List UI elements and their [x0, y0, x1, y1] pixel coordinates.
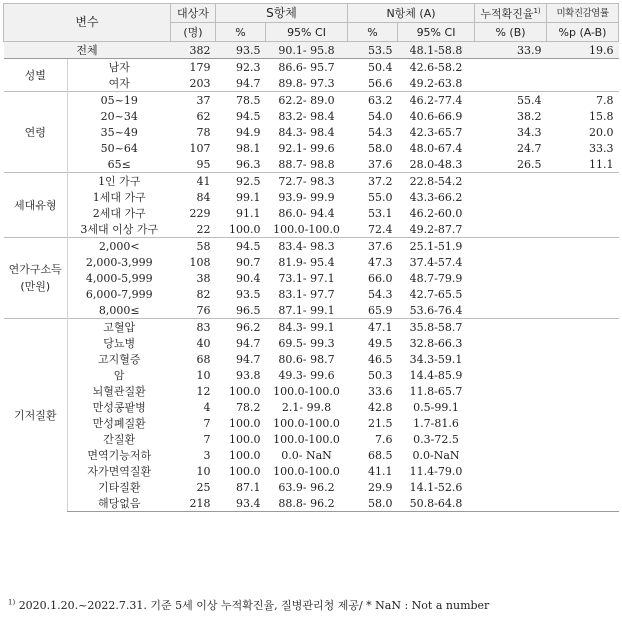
cell-s-ci: 63.9- 96.2 — [278, 480, 335, 494]
cell-cumulative: 34.3 — [517, 125, 542, 139]
cell-unconfirmed — [547, 286, 619, 302]
total-n-pct: 53.5 — [348, 42, 398, 59]
cell-unconfirmed — [547, 351, 619, 367]
group-label: 연령 — [4, 92, 68, 173]
cell-subjects: 78 — [196, 125, 211, 139]
cell-n-pct: 68.5 — [368, 448, 393, 462]
footnote-sup: 1) — [8, 598, 16, 607]
row-label: 간질환 — [68, 431, 171, 447]
row-label: 여자 — [68, 75, 171, 92]
cell-subjects: 41 — [171, 173, 216, 190]
row-label: 1세대 가구 — [68, 189, 171, 205]
table-row — [4, 463, 619, 479]
cell-subjects: 58 — [171, 238, 216, 255]
cell-cumulative — [475, 319, 547, 336]
cell-n-ci: 50.8-64.8 — [398, 495, 475, 512]
table-row — [4, 351, 619, 367]
cell-unconfirmed — [547, 221, 619, 238]
footnote-text: 2020.1.20.~2022.7.31. 기준 5세 이상 누적확진율, 질병관리청 제공/ * NaN : Not a number — [18, 599, 490, 612]
cell-s-ci: 49.3- 99.6 — [278, 368, 335, 382]
cell-n-pct: 37.2 — [348, 173, 398, 190]
cell-n-pct: 7.6 — [375, 432, 393, 446]
cell-unconfirmed — [547, 302, 619, 319]
cell-n-pct: 54.3 — [368, 125, 393, 139]
cell-subjects: 95 — [196, 157, 211, 171]
table-row — [4, 479, 619, 495]
table-row — [4, 238, 619, 255]
cell-n-pct: 21.5 — [368, 416, 393, 430]
cell-unconfirmed — [547, 75, 619, 92]
cell-s-pct: 78.5 — [216, 92, 266, 109]
cell-unconfirmed — [547, 270, 619, 286]
cell-unconfirmed — [547, 254, 619, 270]
cell-s-pct: 100.0 — [229, 384, 261, 398]
cell-unconfirmed — [547, 319, 619, 336]
cell-subjects: 4 — [203, 400, 211, 414]
cell-cumulative: 26.5 — [517, 157, 542, 171]
table-row — [4, 270, 619, 286]
cell-cumulative — [475, 431, 547, 447]
table-row — [4, 59, 619, 76]
cell-subjects: 82 — [196, 287, 211, 301]
header-subjects: 대상자 — [171, 4, 216, 23]
cell-s-pct: 91.1 — [236, 206, 261, 220]
cell-unconfirmed: 15.8 — [589, 109, 614, 123]
cell-s-pct: 96.2 — [216, 319, 266, 336]
row-label: 암 — [68, 367, 171, 383]
cell-n-ci: 35.8-58.7 — [398, 319, 475, 336]
cell-s-pct: 78.2 — [236, 400, 261, 414]
cell-s-pct: 98.1 — [236, 141, 261, 155]
cell-s-pct: 94.5 — [216, 238, 266, 255]
cell-unconfirmed: 7.8 — [547, 92, 619, 109]
cell-cumulative — [475, 221, 547, 238]
row-label: 자가면역질환 — [68, 463, 171, 479]
cell-n-ci: 0.0-NaN — [412, 448, 460, 462]
cell-s-ci: 87.1- 99.1 — [278, 303, 335, 317]
cell-subjects: 108 — [189, 255, 211, 269]
cell-subjects: 25 — [196, 480, 211, 494]
cell-n-pct: 41.1 — [368, 464, 393, 478]
cell-s-ci: 83.2- 98.4 — [278, 109, 335, 123]
cell-n-ci: 48.7-79.9 — [409, 271, 463, 285]
table-row — [4, 302, 619, 319]
row-label: 고혈압 — [68, 319, 171, 336]
header-cumulative-sup: 1) — [533, 7, 541, 16]
cell-cumulative — [475, 479, 547, 495]
cell-n-pct: 66.0 — [368, 271, 393, 285]
table-row — [4, 108, 619, 124]
cell-s-pct: 100.0 — [229, 222, 261, 236]
cell-n-ci: 37.4-57.4 — [409, 255, 463, 269]
cell-cumulative: 38.2 — [517, 109, 542, 123]
row-label: 3세대 이상 가구 — [68, 221, 171, 238]
table-row — [4, 173, 619, 190]
table-row — [4, 495, 619, 512]
cell-cumulative — [475, 59, 547, 76]
cell-unconfirmed — [547, 495, 619, 512]
cell-s-pct: 100.0 — [229, 448, 261, 462]
cell-n-ci: 25.1-51.9 — [398, 238, 475, 255]
cell-s-pct: 100.0 — [229, 416, 261, 430]
cell-unconfirmed — [547, 238, 619, 255]
table-row — [4, 124, 619, 140]
table-row — [4, 447, 619, 463]
cell-s-ci: 72.7- 98.3 — [266, 173, 348, 190]
cell-unconfirmed — [547, 367, 619, 383]
cell-n-ci: 42.6-58.2 — [398, 59, 475, 76]
cell-s-pct: 87.1 — [236, 480, 261, 494]
cell-subjects: 37 — [171, 92, 216, 109]
cell-s-ci: 69.5- 99.3 — [278, 336, 335, 350]
cell-s-ci: 81.9- 95.4 — [278, 255, 335, 269]
row-label: 05~19 — [68, 92, 171, 109]
cell-n-ci: 53.6-76.4 — [409, 303, 463, 317]
row-label: 4,000-5,999 — [68, 270, 171, 286]
cell-s-pct: 96.5 — [236, 303, 261, 317]
cell-s-pct: 90.4 — [236, 271, 261, 285]
cell-n-ci: 22.8-54.2 — [398, 173, 475, 190]
cell-unconfirmed — [547, 59, 619, 76]
cell-unconfirmed — [547, 399, 619, 415]
row-label: 만성폐질환 — [68, 415, 171, 431]
cell-s-ci: 88.8- 96.2 — [266, 495, 348, 512]
cell-unconfirmed — [547, 447, 619, 463]
table-row — [4, 189, 619, 205]
cell-s-ci: 89.8- 97.3 — [278, 76, 335, 90]
cell-subjects: 203 — [189, 76, 211, 90]
cell-n-pct: 37.6 — [368, 157, 393, 171]
cell-unconfirmed: 11.1 — [589, 157, 614, 171]
cell-n-ci: 34.3-59.1 — [409, 352, 463, 366]
cell-subjects: 12 — [196, 384, 211, 398]
cell-subjects: 38 — [196, 271, 211, 285]
cell-cumulative — [475, 383, 547, 399]
table-row — [4, 415, 619, 431]
cell-cumulative — [475, 254, 547, 270]
row-label: 남자 — [68, 59, 171, 76]
cell-cumulative — [475, 399, 547, 415]
table-row-total — [4, 42, 619, 59]
cell-s-pct: 93.8 — [236, 368, 261, 382]
cell-subjects: 10 — [196, 464, 211, 478]
cell-s-pct: 94.7 — [236, 76, 261, 90]
header-n-ci: 95% CI — [398, 23, 475, 42]
total-label: 전체 — [4, 42, 171, 59]
cell-n-pct: 47.1 — [348, 319, 398, 336]
cell-n-pct: 29.9 — [368, 480, 393, 494]
cell-s-ci: 92.1- 99.6 — [278, 141, 335, 155]
row-label: 2,000-3,999 — [68, 254, 171, 270]
header-s-pct: % — [216, 23, 266, 42]
header-subjects-unit: (명) — [171, 23, 216, 42]
cell-s-pct: 90.7 — [236, 255, 261, 269]
cell-s-pct: 93.4 — [216, 495, 266, 512]
table-row — [4, 431, 619, 447]
row-label: 2,000< — [68, 238, 171, 255]
cell-cumulative — [475, 367, 547, 383]
cell-s-ci: 88.7- 98.8 — [278, 157, 335, 171]
cell-s-pct: 100.0 — [229, 464, 261, 478]
row-label: 20~34 — [68, 108, 171, 124]
cell-unconfirmed: 20.0 — [589, 125, 614, 139]
cell-cumulative — [475, 205, 547, 221]
table-row — [4, 399, 619, 415]
cell-s-ci: 100.0-100.0 — [273, 432, 340, 446]
cell-n-ci: 40.6-66.9 — [409, 109, 463, 123]
row-label: 만성콩팥병 — [68, 399, 171, 415]
cell-n-ci: 49.2-63.8 — [409, 76, 463, 90]
cell-unconfirmed — [547, 173, 619, 190]
total-s-pct: 93.5 — [216, 42, 266, 59]
cell-s-ci: 73.1- 97.1 — [278, 271, 335, 285]
cell-n-pct: 46.5 — [368, 352, 393, 366]
row-label: 고지혈증 — [68, 351, 171, 367]
cell-n-pct: 49.5 — [368, 336, 393, 350]
cell-cumulative — [475, 189, 547, 205]
cell-subjects: 179 — [171, 59, 216, 76]
cell-n-ci: 28.0-48.3 — [409, 157, 463, 171]
cell-n-pct: 65.9 — [368, 303, 393, 317]
total-n-ci: 48.1-58.8 — [398, 42, 475, 59]
row-label: 면역기능저하 — [68, 447, 171, 463]
cell-s-ci: 100.0-100.0 — [273, 384, 340, 398]
table-row — [4, 367, 619, 383]
table-row — [4, 140, 619, 156]
cell-s-pct: 100.0 — [229, 432, 261, 446]
cell-n-pct: 54.0 — [368, 109, 393, 123]
header-pct-b: % (B) — [475, 23, 547, 42]
cell-s-ci: 0.0- NaN — [281, 448, 332, 462]
cell-s-ci: 84.3- 99.1 — [266, 319, 348, 336]
cell-n-pct: 53.1 — [368, 206, 393, 220]
cell-s-ci: 93.9- 99.9 — [278, 190, 335, 204]
cell-s-pct: 94.7 — [236, 352, 261, 366]
cell-n-pct: 63.2 — [348, 92, 398, 109]
header-unconfirmed-rate: 미확진감염률 — [547, 4, 619, 23]
cell-unconfirmed: 33.3 — [589, 141, 614, 155]
total-n: 382 — [171, 42, 216, 59]
cell-cumulative — [475, 495, 547, 512]
header-n-antibody: N항체 (A) — [348, 4, 475, 23]
header-s-antibody: S항체 — [216, 4, 348, 23]
cell-subjects: 7 — [203, 416, 211, 430]
row-label: 당뇨병 — [68, 335, 171, 351]
cell-n-pct: 47.3 — [368, 255, 393, 269]
cell-n-pct: 58.0 — [348, 495, 398, 512]
cell-n-ci: 48.0-67.4 — [409, 141, 463, 155]
cell-subjects: 22 — [196, 222, 211, 236]
group-label: 성별 — [4, 59, 68, 92]
cell-cumulative: 24.7 — [517, 141, 542, 155]
cell-n-pct: 42.8 — [368, 400, 393, 414]
cell-s-pct: 92.5 — [216, 173, 266, 190]
table-row — [4, 156, 619, 173]
cell-n-ci: 42.7-65.5 — [409, 287, 463, 301]
cell-s-pct: 96.3 — [236, 157, 261, 171]
row-label: 50~64 — [68, 140, 171, 156]
cell-n-pct: 33.6 — [368, 384, 393, 398]
header-cumulative-rate — [475, 4, 547, 23]
row-label: 1인 가구 — [68, 173, 171, 190]
cell-s-ci: 62.2- 89.0 — [266, 92, 348, 109]
table-header — [4, 4, 619, 42]
cell-n-ci: 11.4-79.0 — [409, 464, 463, 478]
cell-subjects: 68 — [196, 352, 211, 366]
row-label: 65≤ — [68, 156, 171, 173]
header-n-pct: % — [348, 23, 398, 42]
row-label: 기타질환 — [68, 479, 171, 495]
cell-n-ci: 46.2-77.4 — [398, 92, 475, 109]
cell-unconfirmed — [547, 431, 619, 447]
cell-s-pct: 94.7 — [236, 336, 261, 350]
cell-cumulative: 55.4 — [475, 92, 547, 109]
cell-cumulative — [475, 335, 547, 351]
cell-cumulative — [475, 238, 547, 255]
cell-cumulative — [475, 75, 547, 92]
cell-n-pct: 55.0 — [368, 190, 393, 204]
header-cumulative-label: 누적확진율 — [480, 7, 534, 21]
table-row — [4, 205, 619, 221]
group-label: 연가구소득(만원) — [4, 238, 68, 319]
header-variable: 변수 — [4, 4, 171, 42]
row-label: 35~49 — [68, 124, 171, 140]
cell-unconfirmed — [547, 205, 619, 221]
total-cumulative: 33.9 — [475, 42, 547, 59]
cell-cumulative — [475, 447, 547, 463]
cell-unconfirmed — [547, 189, 619, 205]
cell-cumulative — [475, 351, 547, 367]
table-row — [4, 335, 619, 351]
cell-s-ci: 100.0-100.0 — [273, 416, 340, 430]
table-body — [4, 42, 619, 512]
cell-n-ci: 32.8-66.3 — [409, 336, 463, 350]
cell-n-pct: 54.3 — [368, 287, 393, 301]
cell-s-pct: 94.9 — [236, 125, 261, 139]
table-row — [4, 319, 619, 336]
cell-unconfirmed — [547, 463, 619, 479]
cell-s-ci: 83.4- 98.3 — [266, 238, 348, 255]
total-unconfirmed: 19.6 — [547, 42, 619, 59]
table-row — [4, 383, 619, 399]
header-pct-ab: %p (A-B) — [547, 23, 619, 42]
cell-cumulative — [475, 173, 547, 190]
cell-n-ci: 0.3-72.5 — [413, 432, 459, 446]
cell-s-ci: 100.0-100.0 — [273, 222, 340, 236]
cell-cumulative — [475, 415, 547, 431]
cell-n-ci: 0.5-99.1 — [413, 400, 459, 414]
row-label: 2세대 가구 — [68, 205, 171, 221]
table-row — [4, 286, 619, 302]
cell-cumulative — [475, 463, 547, 479]
cell-s-pct: 93.5 — [236, 287, 261, 301]
cell-s-ci: 83.1- 97.7 — [278, 287, 335, 301]
cell-n-ci: 1.7-81.6 — [413, 416, 459, 430]
cell-n-pct: 56.6 — [368, 76, 393, 90]
row-label: 6,000-7,999 — [68, 286, 171, 302]
cell-n-ci: 43.3-66.2 — [409, 190, 463, 204]
cell-s-pct: 92.3 — [216, 59, 266, 76]
cell-subjects: 62 — [196, 109, 211, 123]
antibody-table — [3, 3, 619, 512]
cell-unconfirmed — [547, 335, 619, 351]
cell-n-ci: 11.8-65.7 — [409, 384, 463, 398]
total-s-ci: 90.1- 95.8 — [266, 42, 348, 59]
group-label: 세대유형 — [4, 173, 68, 238]
table-row — [4, 92, 619, 109]
row-label: 뇌혈관질환 — [68, 383, 171, 399]
cell-subjects: 40 — [196, 336, 211, 350]
table-row — [4, 221, 619, 238]
cell-subjects: 84 — [196, 190, 211, 204]
cell-s-ci: 80.6- 98.7 — [278, 352, 335, 366]
cell-unconfirmed — [547, 383, 619, 399]
cell-n-ci: 14.1-52.6 — [409, 480, 463, 494]
cell-cumulative — [475, 270, 547, 286]
cell-s-pct: 99.1 — [236, 190, 261, 204]
cell-n-pct: 37.6 — [348, 238, 398, 255]
table-row — [4, 254, 619, 270]
cell-s-ci: 100.0-100.0 — [273, 464, 340, 478]
cell-n-pct: 50.3 — [368, 368, 393, 382]
cell-n-ci: 42.3-65.7 — [409, 125, 463, 139]
cell-s-ci: 2.1- 99.8 — [281, 400, 332, 414]
cell-subjects: 83 — [171, 319, 216, 336]
cell-s-ci: 84.3- 98.4 — [278, 125, 335, 139]
header-s-ci: 95% CI — [266, 23, 348, 42]
footnote — [8, 597, 489, 613]
cell-n-pct: 50.4 — [348, 59, 398, 76]
cell-subjects: 107 — [189, 141, 211, 155]
row-label: 해당없음 — [68, 495, 171, 512]
cell-subjects: 229 — [189, 206, 211, 220]
cell-n-ci: 46.2-60.0 — [409, 206, 463, 220]
cell-subjects: 3 — [203, 448, 211, 462]
cell-n-pct: 72.4 — [368, 222, 393, 236]
group-label: 기저질환 — [4, 319, 68, 512]
cell-cumulative — [475, 286, 547, 302]
cell-unconfirmed — [547, 415, 619, 431]
table-row — [4, 75, 619, 92]
row-label: 8,000≤ — [68, 302, 171, 319]
cell-n-pct: 58.0 — [368, 141, 393, 155]
cell-s-ci: 86.6- 95.7 — [266, 59, 348, 76]
cell-unconfirmed — [547, 479, 619, 495]
cell-subjects: 10 — [196, 368, 211, 382]
cell-subjects: 7 — [203, 432, 211, 446]
cell-subjects: 76 — [196, 303, 211, 317]
cell-subjects: 218 — [171, 495, 216, 512]
cell-s-pct: 94.5 — [236, 109, 261, 123]
cell-n-ci: 49.2-87.7 — [409, 222, 463, 236]
cell-n-ci: 14.4-85.9 — [409, 368, 463, 382]
cell-s-ci: 86.0- 94.4 — [278, 206, 335, 220]
cell-cumulative — [475, 302, 547, 319]
